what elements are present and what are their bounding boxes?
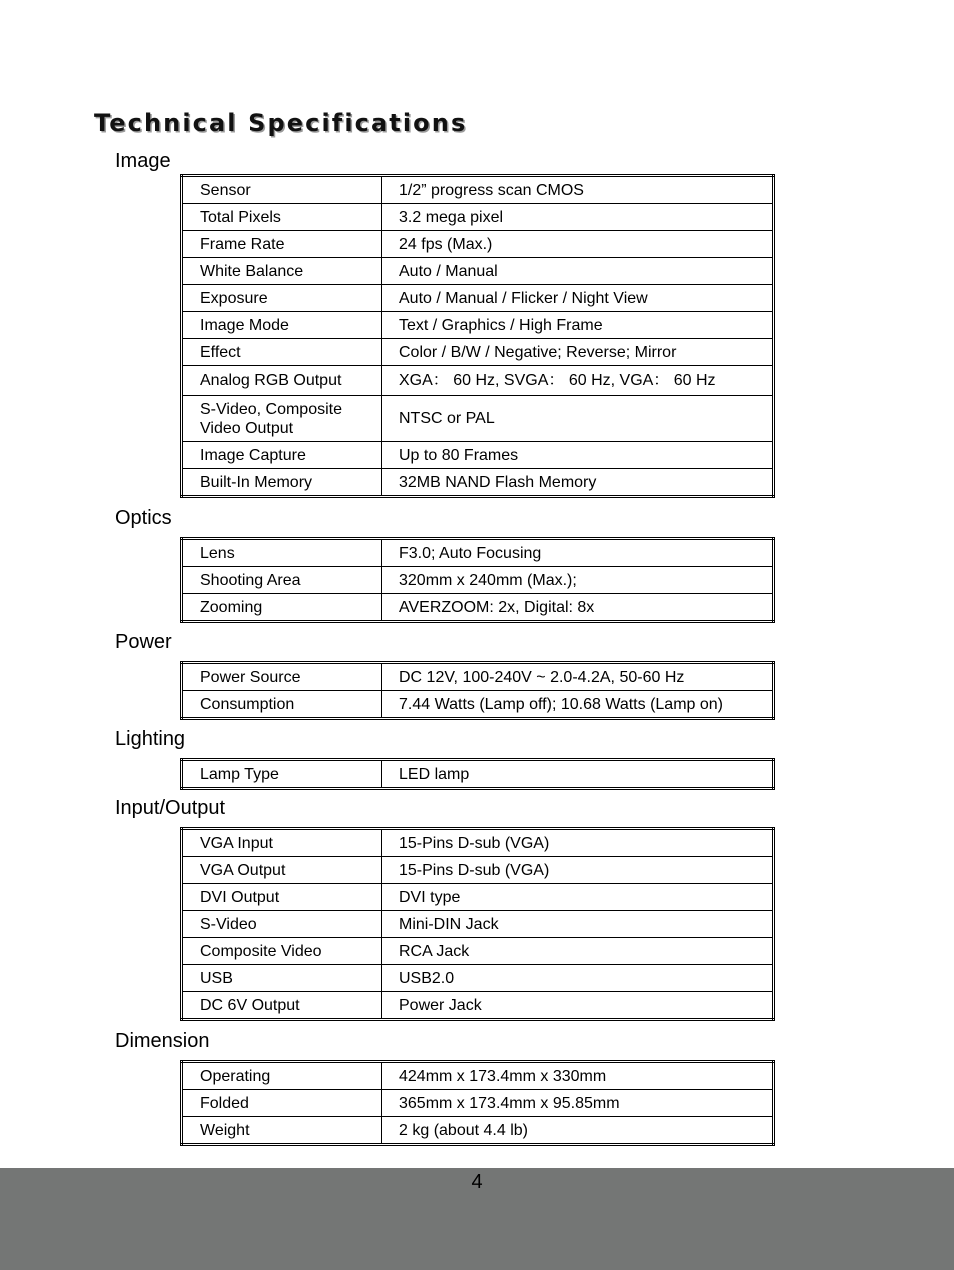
spec-label: Composite Video (182, 938, 382, 965)
spec-value: USB2.0 (382, 965, 774, 992)
spec-value: 424mm x 173.4mm x 330mm (382, 1062, 774, 1090)
table-row (182, 1062, 774, 1090)
spec-value: Up to 80 Frames (382, 442, 774, 469)
page-title: Technical Specifications (94, 109, 468, 137)
spec-value: 3.2 mega pixel (382, 204, 774, 231)
spec-value: NTSC or PAL (382, 396, 774, 442)
spec-value: Color / B/W / Negative; Reverse; Mirror (382, 339, 774, 366)
spec-label: Effect (182, 339, 382, 366)
table-row (182, 567, 774, 594)
spec-label: Built-In Memory (182, 469, 382, 497)
spec-label: Image Capture (182, 442, 382, 469)
image-spec-table (180, 174, 775, 498)
section-heading-power: Power (115, 631, 172, 653)
spec-value: RCA Jack (382, 938, 774, 965)
spec-value: Power Jack (382, 992, 774, 1020)
power-spec-table (180, 661, 775, 720)
spec-label: Exposure (182, 285, 382, 312)
spec-value: DC 12V, 100-240V ~ 2.0-4.2A, 50-60 Hz (382, 663, 774, 691)
table-row (182, 396, 774, 442)
spec-value: Auto / Manual (382, 258, 774, 285)
table-row (182, 992, 774, 1020)
spec-value: F3.0; Auto Focusing (382, 539, 774, 567)
spec-label: USB (182, 965, 382, 992)
spec-label: Sensor (182, 176, 382, 204)
spec-label: Consumption (182, 691, 382, 719)
section-heading-dimension: Dimension (115, 1030, 210, 1052)
spec-label: Total Pixels (182, 204, 382, 231)
io-spec-table (180, 827, 775, 1021)
spec-label: Weight (182, 1117, 382, 1145)
spec-label: Power Source (182, 663, 382, 691)
table-row (182, 760, 774, 789)
spec-value: AVERZOOM: 2x, Digital: 8x (382, 594, 774, 622)
spec-label: Image Mode (182, 312, 382, 339)
table-row (182, 366, 774, 396)
spec-value: Text / Graphics / High Frame (382, 312, 774, 339)
section-heading-optics: Optics (115, 507, 172, 529)
spec-value: 365mm x 173.4mm x 95.85mm (382, 1090, 774, 1117)
section-heading-lighting: Lighting (115, 728, 186, 750)
page-number: 4 (471, 1171, 483, 1193)
spec-value: 2 kg (about 4.4 lb) (382, 1117, 774, 1145)
spec-value: LED lamp (382, 760, 774, 789)
table-row (182, 258, 774, 285)
spec-value: 7.44 Watts (Lamp off); 10.68 Watts (Lamp on) (382, 691, 774, 719)
spec-value: 15-Pins D-sub (VGA) (382, 857, 774, 884)
spec-label: Analog RGB Output (182, 366, 382, 396)
table-row (182, 1090, 774, 1117)
table-row (182, 884, 774, 911)
table-row (182, 965, 774, 992)
table-row (182, 1117, 774, 1145)
table-row (182, 911, 774, 938)
table-row (182, 857, 774, 884)
lighting-spec-table (180, 758, 775, 790)
spec-value: 1/2” progress scan CMOS (382, 176, 774, 204)
spec-label: S-Video (182, 911, 382, 938)
spec-value: Auto / Manual / Flicker / Night View (382, 285, 774, 312)
spec-label: Lamp Type (182, 760, 382, 789)
spec-value: DVI type (382, 884, 774, 911)
table-row (182, 539, 774, 567)
table-row (182, 691, 774, 719)
spec-label: White Balance (182, 258, 382, 285)
table-row (182, 829, 774, 857)
spec-value: 320mm x 240mm (Max.); (382, 567, 774, 594)
spec-label: Shooting Area (182, 567, 382, 594)
optics-spec-table (180, 537, 775, 623)
table-row (182, 442, 774, 469)
dimension-spec-table (180, 1060, 775, 1146)
spec-value: 32MB NAND Flash Memory (382, 469, 774, 497)
spec-label: VGA Input (182, 829, 382, 857)
table-row (182, 312, 774, 339)
table-row (182, 339, 774, 366)
spec-value: 24 fps (Max.) (382, 231, 774, 258)
table-row (182, 938, 774, 965)
table-row (182, 594, 774, 622)
spec-value: 15-Pins D-sub (VGA) (382, 829, 774, 857)
spec-label: DC 6V Output (182, 992, 382, 1020)
spec-label: Operating (182, 1062, 382, 1090)
table-row (182, 176, 774, 204)
spec-label: Zooming (182, 594, 382, 622)
table-row (182, 231, 774, 258)
spec-value: XGA： 60 Hz, SVGA： 60 Hz, VGA： 60 Hz (382, 366, 774, 396)
section-heading-input-output: Input/Output (115, 797, 226, 819)
table-row (182, 663, 774, 691)
spec-label: Lens (182, 539, 382, 567)
spec-label: DVI Output (182, 884, 382, 911)
spec-label: Frame Rate (182, 231, 382, 258)
spec-value: Mini-DIN Jack (382, 911, 774, 938)
table-row (182, 285, 774, 312)
section-heading-image: Image (115, 150, 171, 172)
table-row (182, 204, 774, 231)
spec-label: S-Video, Composite Video Output (182, 396, 382, 442)
spec-label: Folded (182, 1090, 382, 1117)
spec-label: VGA Output (182, 857, 382, 884)
table-row (182, 469, 774, 497)
